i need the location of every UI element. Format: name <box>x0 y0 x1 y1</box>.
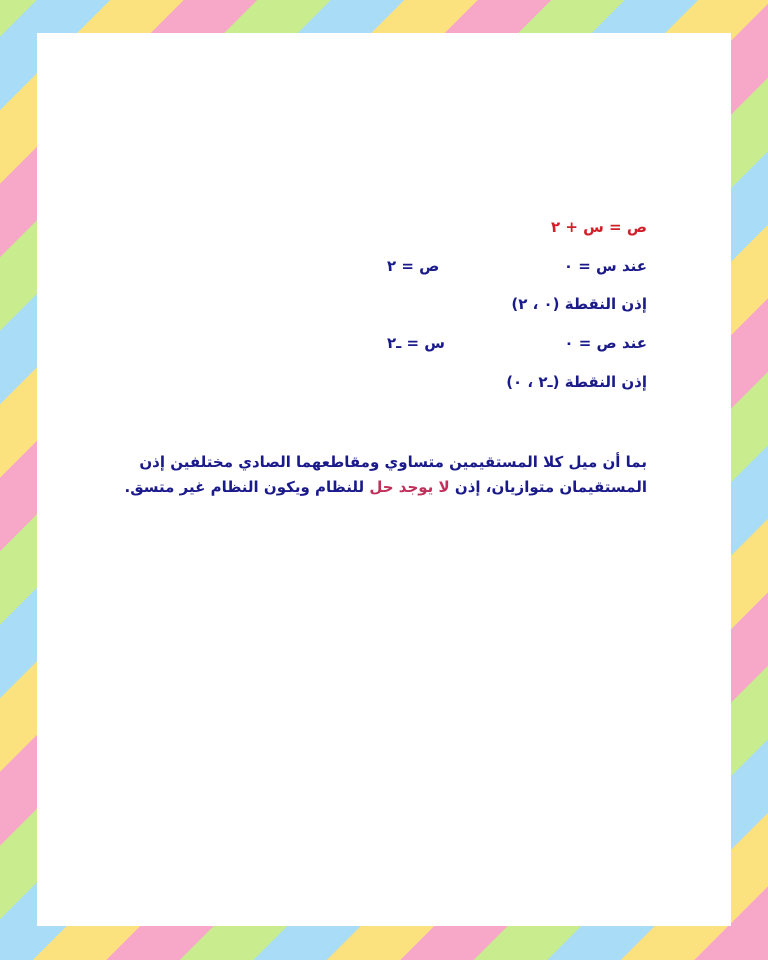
conclusion-paragraph <box>117 450 647 500</box>
conclusion-text-end: للنظام ويكون النظام غير متسق. <box>124 478 370 496</box>
row-y-zero <box>387 334 647 354</box>
row-y-zero-condition: عند ص = ٠ <box>564 334 647 352</box>
row-x-zero-result: ص = ٢ <box>387 257 440 275</box>
line-point-one: إذن النقطة (٠ ، ٢) <box>511 295 647 313</box>
line-equation: ص = س + ٢ <box>550 218 647 236</box>
row-x-zero-condition: عند س = ٠ <box>563 257 647 275</box>
line-point-two: إذن النقطة (ـ٢ ، ٠) <box>506 373 647 391</box>
page-sheet <box>37 33 731 926</box>
conclusion-text-start: بما أن ميل كلا المستقيمين متساوي ومقاطعهما الصادي مختلفين إذن المستقيمان متوازيان، إذن <box>139 453 647 496</box>
conclusion-highlight: لا يوجد حل <box>369 478 450 496</box>
content-area <box>37 33 731 926</box>
row-x-zero <box>387 257 647 277</box>
row-y-zero-result: س = ـ٢ <box>387 334 445 352</box>
